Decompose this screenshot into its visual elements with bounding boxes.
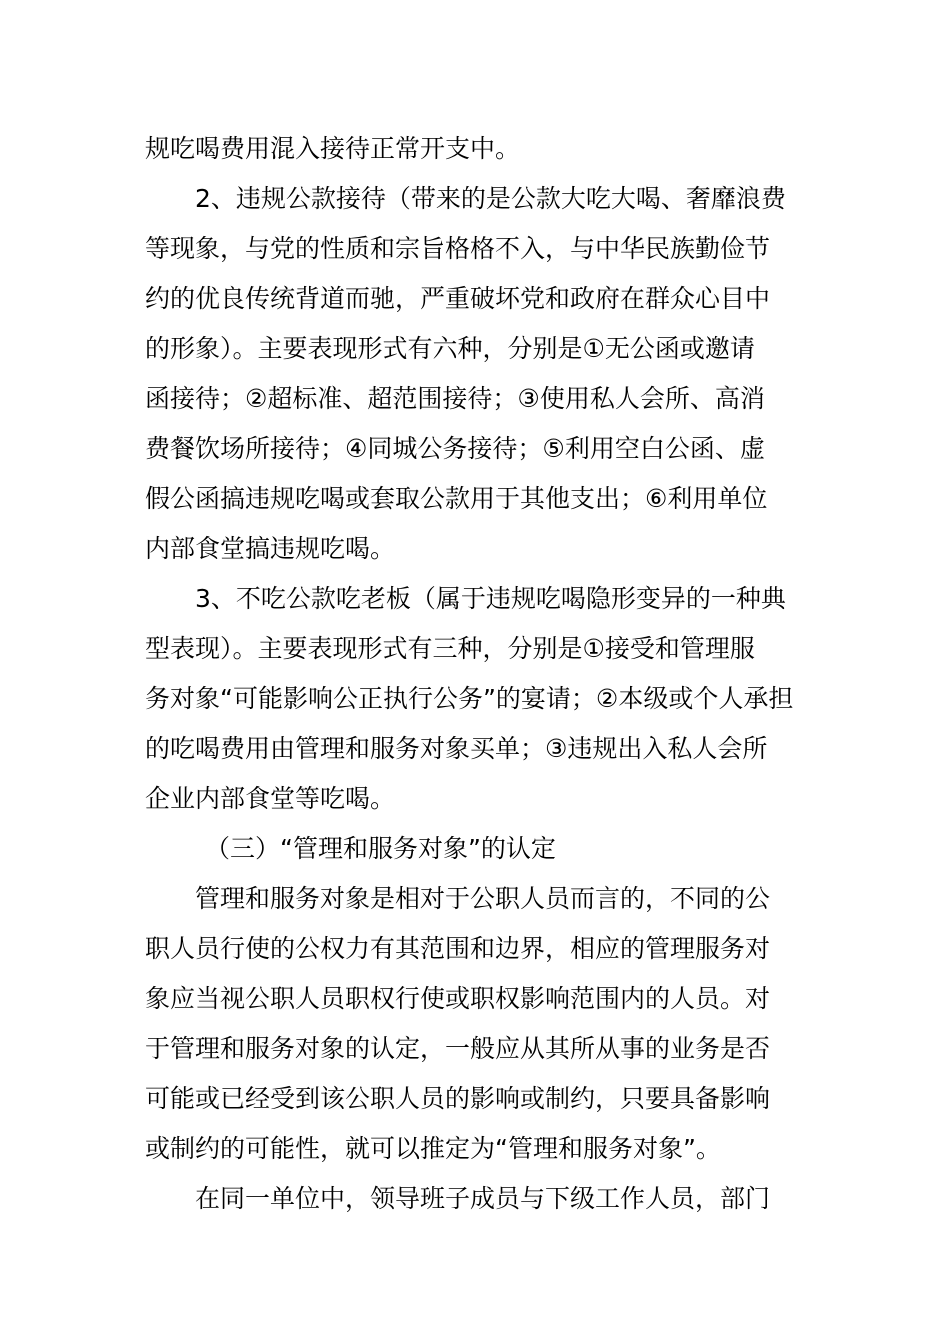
paragraph-2-line-1: 2、违规公款接待（带来的是公款大吃大喝、奢靡浪费 — [195, 184, 786, 213]
paragraph-3-line-2: 型表现）。主要表现形式有三种，分别是①接受和管理服 — [145, 634, 755, 663]
paragraph-2-line-5: 函接待；②超标准、超范围接待；③使用私人会所、高消 — [145, 384, 765, 413]
paragraph-4-line-5: 可能或已经受到该公职人员的影响或制约，只要具备影响 — [145, 1084, 771, 1113]
paragraph-3-line-3: 务对象“可能影响公正执行公务”的宴请；②本级或个人承担 — [145, 684, 794, 713]
paragraph-3-line-1: 3、不吃公款吃老板（属于违规吃喝隐形变异的一种典 — [195, 584, 786, 613]
paragraph-1-line-1: 规吃喝费用混入接待正常开支中。 — [145, 134, 521, 163]
paragraph-2-line-6: 费餐饮场所接待；④同城公务接待；⑤利用空白公函、虚 — [145, 434, 765, 463]
paragraph-4-line-2: 职人员行使的公权力有其范围和边界，相应的管理服务对 — [145, 934, 771, 963]
paragraph-3-line-4: 的吃喝费用由管理和服务对象买单；③违规出入私人会所 — [145, 734, 768, 763]
paragraph-5-line-1: 在同一单位中，领导班子成员与下级工作人员，部门 — [195, 1184, 771, 1213]
paragraph-2-line-8: 内部食堂搞违规吃喝。 — [145, 534, 396, 563]
paragraph-3-line-5: 企业内部食堂等吃喝。 — [145, 784, 396, 813]
section-heading: （三）“管理和服务对象”的认定 — [205, 834, 556, 863]
paragraph-4-line-4: 于管理和服务对象的认定，一般应从其所从事的业务是否 — [145, 1034, 771, 1063]
paragraph-2-line-3: 约的优良传统背道而驰，严重破坏党和政府在群众心目中 — [145, 284, 771, 313]
paragraph-4-line-6: 或制约的可能性，就可以推定为“管理和服务对象”。 — [145, 1134, 721, 1163]
paragraph-2-line-2: 等现象，与党的性质和宗旨格格不入，与中华民族勤俭节 — [145, 234, 771, 263]
paragraph-4-line-3: 象应当视公职人员职权行使或职权影响范围内的人员。对 — [145, 984, 771, 1013]
paragraph-4-line-1: 管理和服务对象是相对于公职人员而言的，不同的公 — [195, 884, 771, 913]
paragraph-2-line-7: 假公函搞违规吃喝或套取公款用于其他支出；⑥利用单位 — [145, 484, 768, 513]
paragraph-2-line-4: 的形象）。主要表现形式有六种，分别是①无公函或邀请 — [145, 334, 755, 363]
